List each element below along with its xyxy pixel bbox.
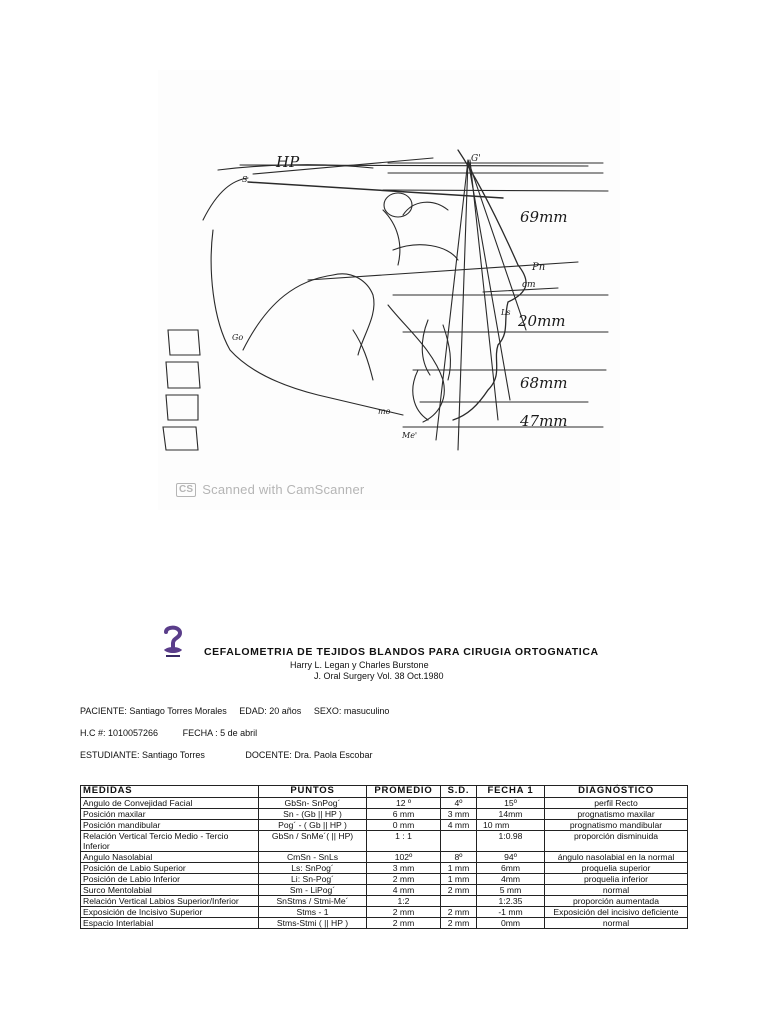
cell-fecha1: 14mm bbox=[477, 809, 545, 820]
document-title: CEFALOMETRIA DE TEJIDOS BLANDOS PARA CIRUGIA ORTOGNATICA bbox=[204, 646, 599, 658]
measure-47mm: 47mm bbox=[520, 412, 568, 430]
cell-sd: 2 mm bbox=[441, 907, 477, 918]
cell-medida: Relación Vertical Labios Superior/Inferior bbox=[81, 896, 259, 907]
table-row bbox=[81, 885, 688, 896]
cell-puntos: Stms-Stmi ( || HP ) bbox=[259, 918, 367, 929]
col-header-sd: S.D. bbox=[441, 786, 477, 798]
tracing-drawing bbox=[158, 70, 620, 510]
hp-label: HP bbox=[276, 153, 300, 171]
pn-label: Pn bbox=[532, 262, 546, 273]
cell-puntos: Stms - 1 bbox=[259, 907, 367, 918]
cell-promedio: 2 mm bbox=[367, 874, 441, 885]
cell-puntos: SnStms / Stmi-Me´ bbox=[259, 896, 367, 907]
cell-fecha1: 15º bbox=[477, 798, 545, 809]
cell-sd bbox=[441, 831, 477, 852]
cell-fecha1: -1 mm bbox=[477, 907, 545, 918]
measure-69mm: 69mm bbox=[520, 208, 568, 226]
patient-name: PACIENTE: Santiago Torres Morales bbox=[80, 706, 227, 716]
cell-diagnostico: proporción disminuida bbox=[545, 831, 688, 852]
cell-puntos: Pog´ - ( Gb || HP ) bbox=[259, 820, 367, 831]
table-row bbox=[81, 831, 688, 852]
cell-promedio: 4 mm bbox=[367, 885, 441, 896]
g-label: G' bbox=[471, 154, 481, 164]
cell-diagnostico: Exposición del incisivo deficiente bbox=[545, 907, 688, 918]
cell-medida: Angulo Nasolabial bbox=[81, 852, 259, 863]
cell-diagnostico: normal bbox=[545, 918, 688, 929]
cell-diagnostico: perfil Recto bbox=[545, 798, 688, 809]
university-logo-icon bbox=[160, 624, 186, 660]
cell-promedio: 102º bbox=[367, 852, 441, 863]
measure-68mm: 68mm bbox=[520, 374, 568, 392]
table-row bbox=[81, 820, 688, 831]
cell-diagnostico: proquelia superior bbox=[545, 863, 688, 874]
cell-fecha1: 5 mm bbox=[477, 885, 545, 896]
cell-fecha1: 94º bbox=[477, 852, 545, 863]
cell-promedio: 0 mm bbox=[367, 820, 441, 831]
clinical-record-number: H.C #: 1010057266 bbox=[80, 728, 159, 738]
cell-medida: Angulo de Convejidad Facial bbox=[81, 798, 259, 809]
cell-puntos: CmSn - SnLs bbox=[259, 852, 367, 863]
table-row bbox=[81, 809, 688, 820]
cell-sd: 1 mm bbox=[441, 874, 477, 885]
cell-promedio: 1:2 bbox=[367, 896, 441, 907]
cell-sd bbox=[441, 896, 477, 907]
col-header-puntos: PUNTOS bbox=[259, 786, 367, 798]
cell-sd: 4º bbox=[441, 798, 477, 809]
col-header-promedio: PROMEDIO bbox=[367, 786, 441, 798]
cell-promedio: 1 : 1 bbox=[367, 831, 441, 852]
table-row bbox=[81, 798, 688, 809]
cell-sd: 3 mm bbox=[441, 809, 477, 820]
cell-promedio: 12 º bbox=[367, 798, 441, 809]
cell-medida: Espacio Interlabial bbox=[81, 918, 259, 929]
cell-puntos: Li: Sn-Pog´ bbox=[259, 874, 367, 885]
cell-sd: 1 mm bbox=[441, 863, 477, 874]
cell-fecha1: 1:2.35 bbox=[477, 896, 545, 907]
table-row bbox=[81, 863, 688, 874]
col-header-medidas: MEDIDAS bbox=[81, 786, 259, 798]
cell-promedio: 3 mm bbox=[367, 863, 441, 874]
cell-medida: Posición mandibular bbox=[81, 820, 259, 831]
cell-diagnostico: prognatismo mandibular bbox=[545, 820, 688, 831]
cell-medida: Exposición de Incisivo Superior bbox=[81, 907, 259, 918]
exam-date: FECHA : 5 de abril bbox=[182, 728, 258, 738]
cell-fecha1: 4mm bbox=[477, 874, 545, 885]
cell-medida: Relación Vertical Tercio Medio - Tercio Inferior bbox=[81, 831, 259, 852]
cm-label: cm bbox=[522, 280, 536, 290]
me-label: Me' bbox=[402, 431, 418, 440]
cell-sd: 2 mm bbox=[441, 885, 477, 896]
table-header-row bbox=[81, 786, 688, 798]
s-label: S bbox=[242, 175, 248, 184]
cell-medida: Posición de Labio Inferior bbox=[81, 874, 259, 885]
cell-promedio: 2 mm bbox=[367, 907, 441, 918]
cell-sd: 2 mm bbox=[441, 918, 477, 929]
table-row bbox=[81, 852, 688, 863]
cell-fecha1: 6mm bbox=[477, 863, 545, 874]
cell-promedio: 2 mm bbox=[367, 918, 441, 929]
table-row bbox=[81, 918, 688, 929]
teacher-name: DOCENTE: Dra. Paola Escobar bbox=[245, 750, 373, 760]
cell-diagnostico: normal bbox=[545, 885, 688, 896]
measure-20mm: 20mm bbox=[518, 312, 566, 330]
ls-label: Ls bbox=[501, 308, 511, 317]
go-label: Go bbox=[232, 333, 244, 342]
cell-diagnostico: prognatismo maxilar bbox=[545, 809, 688, 820]
staff-info-line bbox=[80, 750, 372, 760]
col-header-diagnostico: DIAGNÓSTICO bbox=[545, 786, 688, 798]
document-journal: J. Oral Surgery Vol. 38 Oct.1980 bbox=[314, 671, 444, 681]
table-row bbox=[81, 874, 688, 885]
mo-label: mo bbox=[378, 407, 391, 416]
cell-medida: Posición maxilar bbox=[81, 809, 259, 820]
cell-fecha1: 0mm bbox=[477, 918, 545, 929]
patient-sex: SEXO: masuculino bbox=[313, 706, 390, 716]
cell-diagnostico: proporción aumentada bbox=[545, 896, 688, 907]
cell-diagnostico: ángulo nasolabial en la normal bbox=[545, 852, 688, 863]
patient-age: EDAD: 20 años bbox=[239, 706, 302, 716]
cephalometric-tracing-scan bbox=[158, 70, 620, 510]
document-header bbox=[204, 646, 634, 681]
document-authors: Harry L. Legan y Charles Burstone bbox=[290, 660, 429, 670]
cell-sd: 4 mm bbox=[441, 820, 477, 831]
cell-puntos: Ls: SnPog´ bbox=[259, 863, 367, 874]
table-row bbox=[81, 907, 688, 918]
student-name: ESTUDIANTE: Santiago Torres bbox=[80, 750, 205, 760]
cell-puntos: Sm - LiPog´ bbox=[259, 885, 367, 896]
watermark-text: Scanned with CamScanner bbox=[202, 482, 365, 497]
col-header-fecha1: FECHA 1 bbox=[477, 786, 545, 798]
camscanner-watermark bbox=[176, 482, 364, 497]
cell-diagnostico: proquelia inferior bbox=[545, 874, 688, 885]
cell-puntos: GbSn- SnPog´ bbox=[259, 798, 367, 809]
cell-puntos: GbSn / SnMe´( || HP) bbox=[259, 831, 367, 852]
cell-medida: Surco Mentolabial bbox=[81, 885, 259, 896]
camscanner-logo-icon: CS bbox=[176, 483, 196, 497]
cell-puntos: Sn - (Gb || HP ) bbox=[259, 809, 367, 820]
cell-fecha1: 10 mm bbox=[477, 820, 545, 831]
cell-medida: Posición de Labio Superior bbox=[81, 863, 259, 874]
cell-sd: 8º bbox=[441, 852, 477, 863]
cell-fecha1: 1:0.98 bbox=[477, 831, 545, 852]
cell-promedio: 6 mm bbox=[367, 809, 441, 820]
table-row bbox=[81, 896, 688, 907]
record-info-line bbox=[80, 728, 257, 738]
cephalometric-table bbox=[80, 785, 688, 929]
patient-info-line bbox=[80, 706, 389, 716]
